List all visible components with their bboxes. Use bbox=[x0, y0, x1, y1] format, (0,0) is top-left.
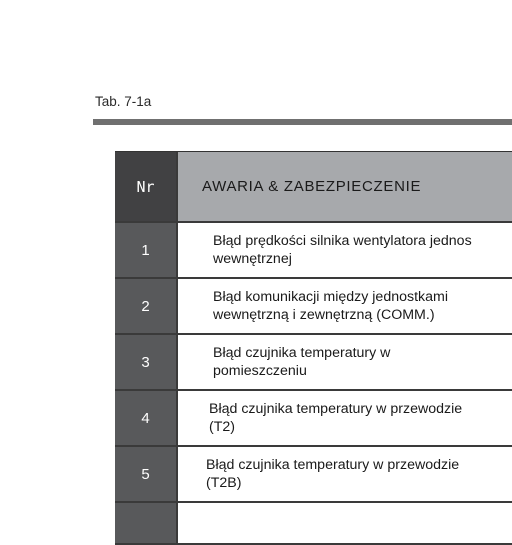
fault-table bbox=[115, 151, 512, 545]
table-row bbox=[115, 223, 512, 279]
description-line: wewnętrznej bbox=[213, 251, 292, 267]
row-description bbox=[178, 391, 512, 445]
table-row bbox=[115, 279, 512, 335]
table-row bbox=[115, 503, 512, 545]
row-number: 5 bbox=[115, 447, 178, 501]
row-number: 1 bbox=[115, 223, 178, 277]
description-line: Błąd prędkości silnika wentylatora jednos bbox=[213, 233, 472, 249]
description-line: Błąd czujnika temperatury w przewodzie bbox=[209, 401, 463, 417]
row-number: 4 bbox=[115, 391, 178, 445]
table-header-row bbox=[115, 152, 512, 223]
column-header-title: AWARIA & ZABEZPIECZENIE bbox=[178, 152, 512, 221]
row-description bbox=[178, 335, 512, 389]
row-description bbox=[178, 447, 512, 501]
table-row bbox=[115, 447, 512, 503]
header-divider bbox=[93, 119, 512, 125]
description-line: (T2B) bbox=[206, 475, 242, 491]
description-line: (T2) bbox=[209, 419, 236, 435]
table-row bbox=[115, 391, 512, 447]
table-row bbox=[115, 335, 512, 391]
description-line: Błąd czujnika temperatury w bbox=[213, 345, 391, 361]
table-caption: Tab. 7-1a bbox=[95, 94, 152, 109]
description-line: Błąd czujnika temperatury w przewodzie bbox=[206, 457, 460, 473]
row-description bbox=[178, 503, 512, 543]
row-number: 2 bbox=[115, 279, 178, 333]
row-description bbox=[178, 223, 512, 277]
row-description bbox=[178, 279, 512, 333]
description-line: pomieszczeniu bbox=[213, 363, 307, 379]
row-number: 3 bbox=[115, 335, 178, 389]
description-line: wewnętrzną i zewnętrzną (COMM.) bbox=[213, 307, 435, 323]
column-header-nr: Nr bbox=[115, 152, 178, 221]
description-line: Błąd komunikacji między jednostkami bbox=[213, 289, 448, 305]
row-number bbox=[115, 503, 178, 543]
